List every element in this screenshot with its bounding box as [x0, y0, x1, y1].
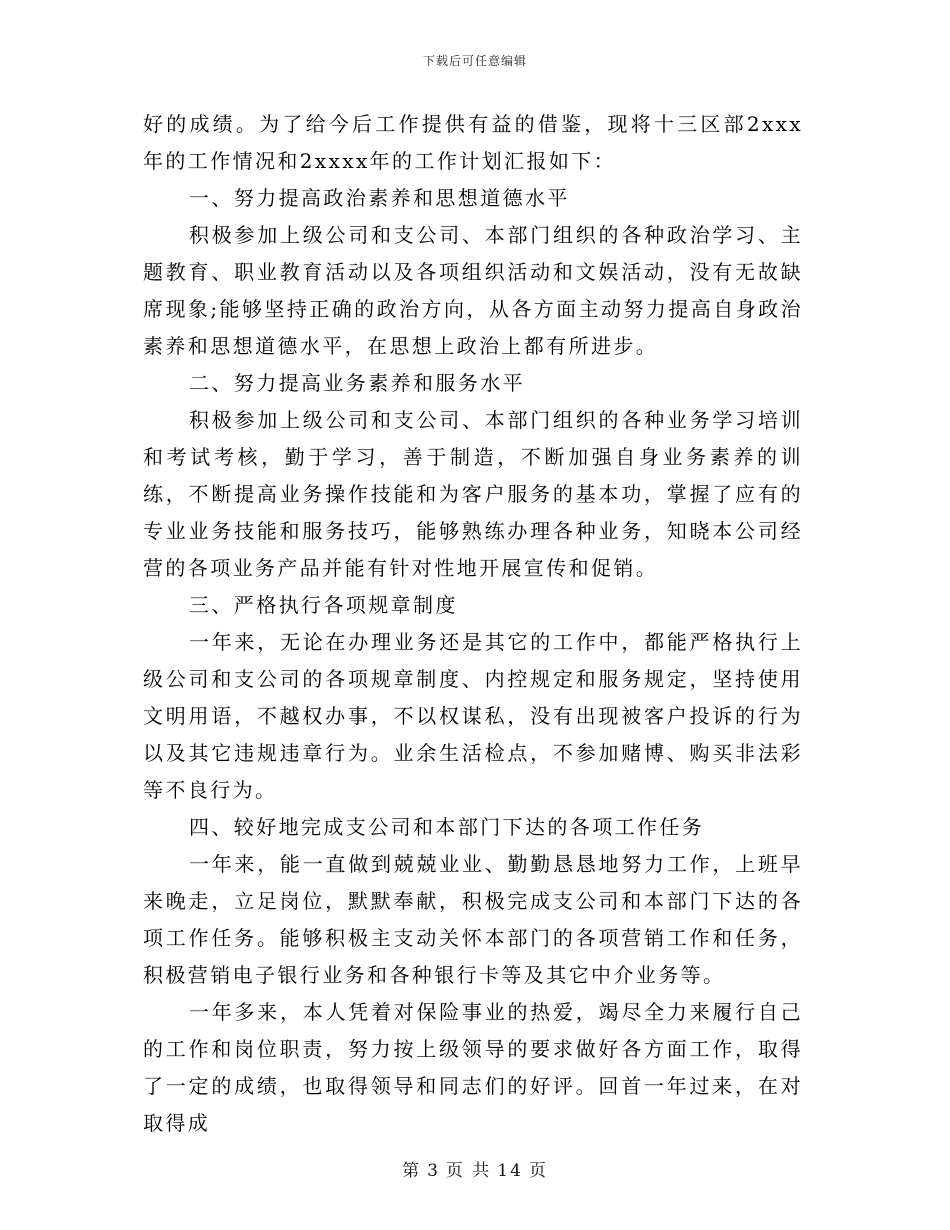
paragraph-section-1: 积极参加上级公司和支公司、本部门组织的各种政治学习、主题教育、职业教育活动以及各项组织活动和文娱活动，没有无故缺席现象;能够坚持正确的政治方向，从各方面主动努力提高自身政治素养和思想道德水平，在思想上政治上都有所进步。 — [143, 223, 803, 358]
section-heading-2: 二、努力提高业务素养和服务水平 — [189, 371, 525, 395]
paragraph-section-3: 一年来，无论在办理业务还是其它的工作中，都能严格执行上级公司和支公司的各项规章制度、内控规定和服务规定，坚持使用文明用语，不越权办事，不以权谋私，没有出现被客户投诉的行为以及其它违规违章行为。业余生活检点，不参加赌博、购买非法彩等不良行为。 — [143, 630, 803, 802]
paragraph-section-4: 一年来，能一直做到兢兢业业、勤勤恳恳地努力工作，上班早来晚走，立足岗位，默默奉献，积极完成支公司和本部门下达的各项工作任务。能够积极主支动关怀本部门的各项营销工作和任务，积极营销电子银行业务和各种银行卡等及其它中介业务等。 — [143, 852, 803, 987]
section-heading-3: 三、严格执行各项规章制度 — [189, 593, 458, 617]
document-body — [143, 106, 803, 1142]
current-page-number: 3 — [427, 1161, 440, 1181]
paragraph-summary: 一年多来，本人凭着对保险事业的热爱，竭尽全力来履行自己的工作和岗位职责，努力按上级领导的要求做好各方面工作，取得了一定的成绩，也取得领导和同志们的好评。回首一年过来，在对取得成 — [143, 1000, 803, 1135]
paragraph-intro: 好的成绩。为了给今后工作提供有益的借鉴，现将十三区部2xxx年的工作情况和2xxxx年的工作计划汇报如下： — [143, 112, 803, 173]
page-header: 下载后可任意编辑 — [422, 54, 527, 68]
total-pages-number: 14 — [497, 1161, 523, 1181]
page-label-suffix: 页 — [528, 1161, 548, 1181]
page-footer — [0, 1156, 950, 1181]
paragraph-section-2: 积极参加上级公司和支公司、本部门组织的各种业务学习培训和考试考核，勤于学习，善于制造，不断加强自身业务素养的训练，不断提高业务操作技能和为客户服务的基本功，掌握了应有的专业业务技能和服务技巧，能够熟练办理各种业务，知晓本公司经营的各项业务产品并能有针对性地开展宣传和促销。 — [143, 408, 803, 580]
section-heading-1: 一、努力提高政治素养和思想道德水平 — [189, 186, 570, 210]
page-label-prefix: 第 — [402, 1161, 422, 1181]
section-heading-4: 四、较好地完成支公司和本部门下达的各项工作任务 — [189, 815, 705, 839]
page-label-mid: 页 共 — [445, 1161, 492, 1181]
